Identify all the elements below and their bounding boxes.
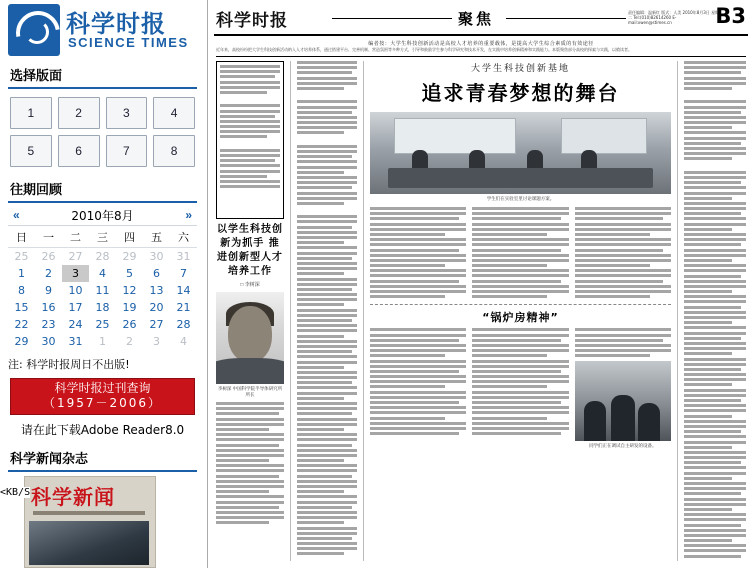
edition-button-4[interactable]: 4 <box>153 97 195 129</box>
secondary-headline[interactable]: “锅炉房精神” <box>482 311 559 325</box>
secondary-text-col-b <box>472 328 568 449</box>
calendar-day[interactable]: 22 <box>14 318 29 331</box>
calendar-weekday: 一 <box>35 226 62 248</box>
bandwidth-indicator: <KB/S <box>0 487 31 498</box>
adobe-reader-download-link[interactable]: 请在此下载Adobe Reader8.0 <box>20 423 185 437</box>
archive-query-banner[interactable] <box>10 378 195 415</box>
calendar-day[interactable]: 20 <box>149 301 164 314</box>
magazine-section <box>0 444 205 568</box>
edition-button-grid <box>0 89 205 175</box>
newspaper-page-viewer[interactable] <box>207 0 753 568</box>
calendar-day[interactable]: 23 <box>41 318 56 331</box>
archive-section-title: 往期回顾 <box>10 183 63 198</box>
magazine-cover-thumbnail[interactable] <box>24 476 156 568</box>
column-1-photo-caption: 李树深 中国科学院半导体研究所所长 <box>217 386 283 397</box>
calendar-week-row <box>8 248 197 266</box>
section-dashed-divider <box>370 304 671 305</box>
calendar-week-row <box>8 333 197 350</box>
bottom-photo <box>575 361 671 441</box>
section-divider <box>8 470 197 472</box>
calendar-weekday: 日 <box>8 226 35 248</box>
column-3-feature <box>370 61 671 561</box>
edition-section <box>0 61 205 175</box>
feature-text-col-a <box>370 207 466 300</box>
column-divider <box>677 61 678 561</box>
archive-section <box>0 175 205 444</box>
calendar-weekday: 二 <box>62 226 89 248</box>
site-title-en: SCIENCE TIMES <box>68 35 189 50</box>
calendar-day[interactable]: 31 <box>68 335 83 348</box>
calendar-day[interactable]: 15 <box>14 301 29 314</box>
edition-button-6[interactable]: 6 <box>58 135 100 167</box>
header-rule-right <box>506 18 626 19</box>
calendar-day[interactable]: 27 <box>68 250 83 263</box>
secondary-text-col-c <box>575 328 671 449</box>
magazine-cover-title: 科学新闻 <box>31 485 115 509</box>
calendar-weekday: 三 <box>89 226 116 248</box>
calendar-day[interactable]: 10 <box>68 284 83 297</box>
edition-button-3[interactable]: 3 <box>106 97 148 129</box>
newspaper-section-name: 聚焦 <box>458 10 495 28</box>
column-4-text <box>684 61 746 558</box>
calendar-day[interactable]: 4 <box>99 267 106 280</box>
calendar-day[interactable]: 29 <box>122 250 137 263</box>
calendar-title: 2010年8月 <box>71 208 134 223</box>
site-logo-icon[interactable] <box>8 4 60 56</box>
magazine-cover-rule <box>33 511 145 515</box>
edition-button-8[interactable]: 8 <box>153 135 195 167</box>
calendar-day[interactable]: 1 <box>99 335 106 348</box>
column-1-byline: □ 李树深 <box>240 282 260 288</box>
column-1-headline[interactable]: 以学生科技创新为抓手 推进创新型人才培养工作 <box>217 224 283 277</box>
calendar-day[interactable]: 30 <box>149 250 164 263</box>
calendar-weekday: 五 <box>143 226 170 248</box>
feature-headline[interactable]: 追求青春梦想的舞台 <box>421 81 620 105</box>
calendar-weekday-row <box>8 226 197 248</box>
calendar-weekday: 六 <box>170 226 197 248</box>
feature-text-col-c <box>575 207 671 300</box>
calendar-day[interactable]: 31 <box>176 250 191 263</box>
edition-section-title: 选择版面 <box>10 69 63 84</box>
calendar <box>0 203 205 350</box>
calendar-day[interactable]: 9 <box>45 284 52 297</box>
calendar-day[interactable]: 7 <box>180 267 187 280</box>
feature-text-columns <box>370 207 671 300</box>
column-2-text <box>297 61 357 555</box>
calendar-day[interactable]: 27 <box>149 318 164 331</box>
column-1-text-continued <box>216 402 284 524</box>
site-title-cn: 科学时报 <box>66 10 166 38</box>
calendar-day[interactable]: 13 <box>149 284 164 297</box>
column-divider <box>290 61 291 561</box>
header-rule-left <box>332 18 452 19</box>
edition-button-5[interactable]: 5 <box>10 135 52 167</box>
calendar-day[interactable]: 3 <box>153 335 160 348</box>
calendar-day[interactable]: 21 <box>176 301 191 314</box>
magazine-cover-photo <box>29 521 149 565</box>
editor-note-title: 编者按：大学生科技创新活动是高校人才培养的重要载体，是提高大学生综合素质的有效途径 <box>368 41 594 47</box>
calendar-day[interactable]: 30 <box>41 335 56 348</box>
editor-note-body: 近年来，高校纷纷把大学生科技创新活动纳入人才培养体系，通过搭建平台、完善机制、营造氛围等多种方式，引导和鼓励学生参与科学研究和技术开发，在实践中培养创新精神和实践能力。本版聚焦部分高校的探索与实践，以飨读者。 <box>216 47 632 52</box>
calendar-day[interactable]: 5 <box>126 267 133 280</box>
calendar-day[interactable]: 26 <box>41 250 56 263</box>
calendar-day[interactable]: 25 <box>95 318 110 331</box>
calendar-day[interactable]: 12 <box>122 284 137 297</box>
calendar-day[interactable]: 17 <box>68 301 83 314</box>
calendar-weekday: 四 <box>116 226 143 248</box>
editor-note-block <box>216 40 746 57</box>
calendar-week-row <box>8 316 197 333</box>
calendar-day[interactable]: 2 <box>126 335 133 348</box>
calendar-day[interactable]: 8 <box>18 284 25 297</box>
column-4 <box>684 61 746 561</box>
calendar-day[interactable]: 24 <box>68 318 83 331</box>
edition-button-1[interactable]: 1 <box>10 97 52 129</box>
calendar-nav <box>8 205 197 226</box>
calendar-week-row <box>8 282 197 299</box>
calendar-day[interactable]: 4 <box>180 335 187 348</box>
calendar-day[interactable]: 2 <box>45 267 52 280</box>
calendar-day-selected[interactable]: 3 <box>62 265 89 282</box>
calendar-day[interactable]: 28 <box>176 318 191 331</box>
feature-photo-caption: 学生们在实验室里讨论课题方案。 <box>486 196 555 201</box>
feature-text-col-b <box>472 207 568 300</box>
calendar-day[interactable]: 1 <box>18 267 25 280</box>
calendar-day[interactable]: 16 <box>41 301 56 314</box>
site-masthead <box>0 0 205 61</box>
secondary-text-columns <box>370 328 671 449</box>
calendar-table <box>8 226 197 350</box>
edition-button-2[interactable]: 2 <box>58 97 100 129</box>
calendar-day[interactable]: 6 <box>153 267 160 280</box>
calendar-prev-icon[interactable]: « <box>13 208 20 222</box>
calendar-day[interactable]: 28 <box>95 250 110 263</box>
newspaper-page-number: B3 <box>715 4 746 28</box>
feature-main-photo <box>370 112 671 194</box>
sidebar <box>0 0 205 568</box>
secondary-text-col-a <box>370 328 466 449</box>
newspaper-logo: 科学时报 <box>216 11 288 31</box>
newspaper-columns <box>216 61 746 561</box>
column-1 <box>216 61 284 561</box>
archive-banner-line2: （1957－2006） <box>42 396 163 410</box>
calendar-day[interactable]: 19 <box>122 301 137 314</box>
magazine-section-title: 科学新闻杂志 <box>10 452 89 467</box>
feature-kicker: 大学生科技创新基地 <box>470 64 570 74</box>
calendar-day[interactable]: 26 <box>122 318 137 331</box>
archive-banner-line1: 科学时报过刊查询 <box>54 381 151 395</box>
calendar-day[interactable]: 29 <box>14 335 29 348</box>
calendar-day[interactable]: 25 <box>14 250 29 263</box>
newspaper-masthead-meta: 责任编辑：温新红 版式：人美 2010年8月3日 星期二 Tel:(010)82614260 E-mail:xwen@stimes.cn <box>628 10 720 25</box>
newspaper-header <box>214 4 748 36</box>
column-1-article <box>216 61 284 219</box>
calendar-day[interactable]: 14 <box>176 284 191 297</box>
calendar-day[interactable]: 18 <box>95 301 110 314</box>
calendar-week-row <box>8 299 197 316</box>
edition-button-7[interactable]: 7 <box>106 135 148 167</box>
bottom-photo-caption: 同学们正在调试自主研发的设备。 <box>589 443 657 449</box>
calendar-day[interactable]: 11 <box>95 284 110 297</box>
calendar-note: 注: 科学时报周日不出版! <box>8 358 130 371</box>
column-2 <box>297 61 357 561</box>
calendar-next-icon[interactable]: » <box>185 208 192 222</box>
column-1-portrait-photo <box>216 292 284 384</box>
calendar-week-row <box>8 265 197 282</box>
column-divider <box>363 61 364 561</box>
